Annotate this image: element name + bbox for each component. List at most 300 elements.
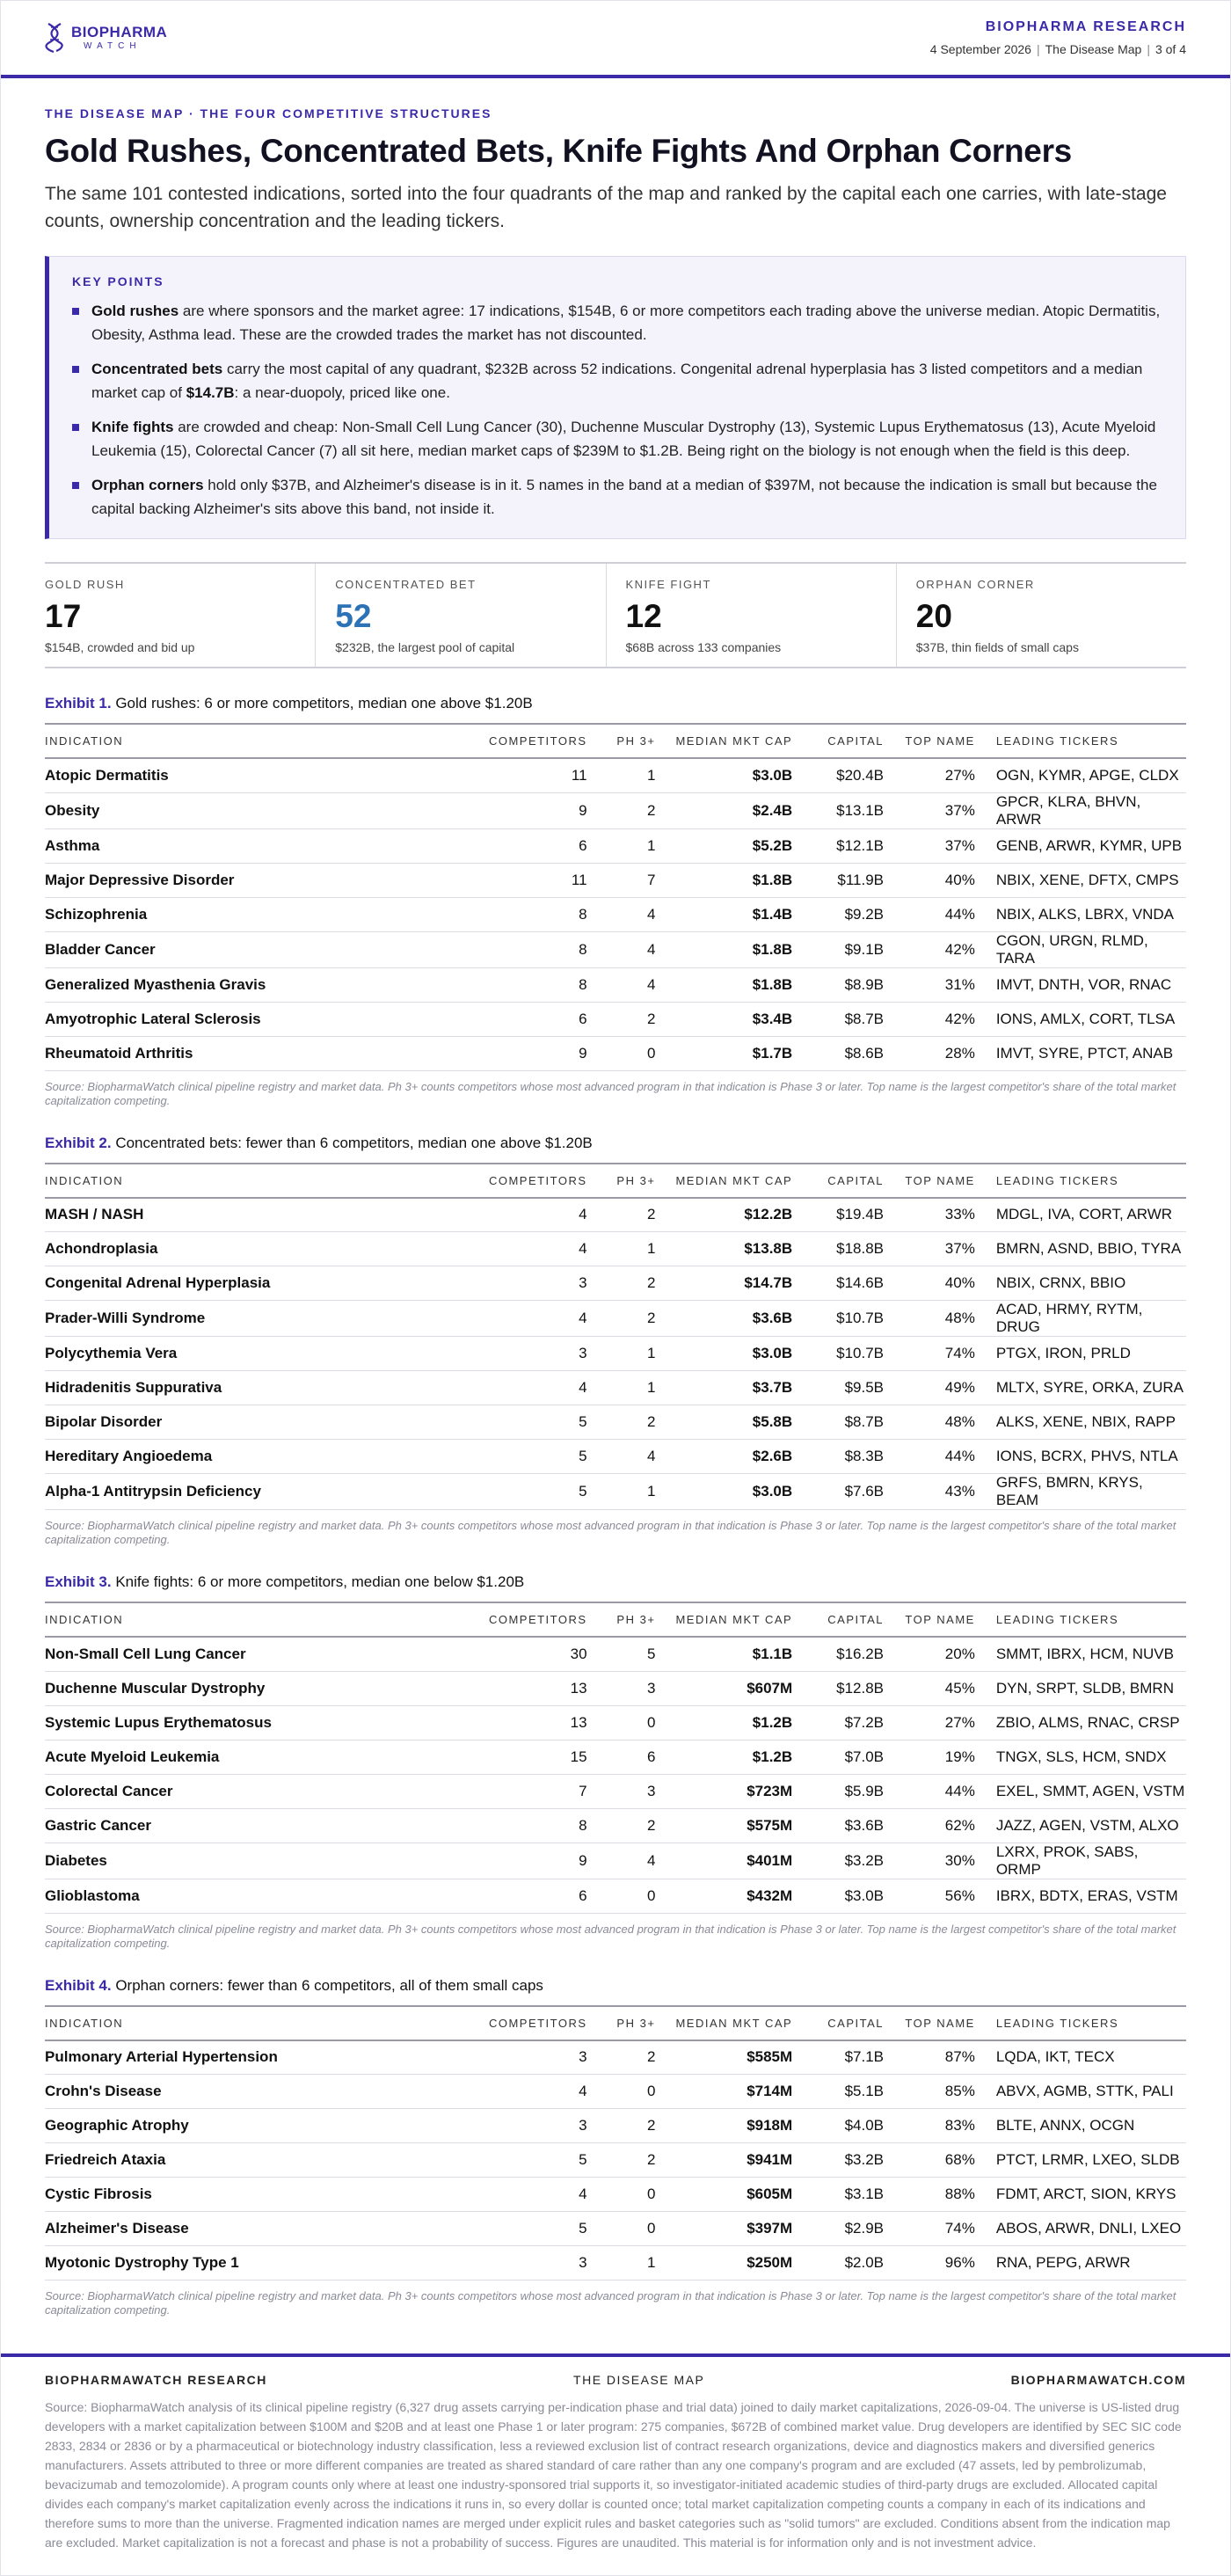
bullet-icon	[72, 424, 79, 431]
logo-name: BIOPHARMA	[71, 24, 168, 40]
median-mkt-cap: $1.1B	[655, 1637, 792, 1671]
footer-section: THE DISEASE MAP	[573, 2373, 705, 2387]
top-name-share: 27%	[884, 1705, 975, 1740]
col-top-name: TOP NAME	[884, 1602, 975, 1637]
leading-tickers: EXEL, SMMT, AGEN, VSTM	[975, 1774, 1186, 1808]
indication-name: Asthma	[45, 828, 467, 863]
leading-tickers: PTCT, LRMR, LXEO, SLDB	[975, 2143, 1186, 2178]
col-median-mkt-cap: MEDIAN MKT CAP	[655, 1164, 792, 1198]
exhibit-caption: Gold rushes: 6 or more competitors, median one above $1.20B	[115, 695, 533, 712]
table-row	[45, 1879, 1186, 1913]
exhibit-title	[45, 695, 1186, 712]
table-row	[45, 1036, 1186, 1070]
capital-value: $3.2B	[792, 2143, 884, 2178]
col-leading-tickers: LEADING TICKERS	[975, 1602, 1186, 1637]
capital-value: $8.9B	[792, 967, 884, 1002]
capital-value: $8.3B	[792, 1440, 884, 1474]
leading-tickers: TNGX, SLS, HCM, SNDX	[975, 1740, 1186, 1774]
capital-value: $3.1B	[792, 2178, 884, 2212]
median-mkt-cap: $2.6B	[655, 1440, 792, 1474]
indication-name: Prader-Willi Syndrome	[45, 1301, 467, 1337]
exhibit-title	[45, 1135, 1186, 1152]
median-mkt-cap: $12.2B	[655, 1198, 792, 1232]
median-mkt-cap: $1.2B	[655, 1705, 792, 1740]
masthead-meta: 4 September 2026 | The Disease Map | 3 of 4	[929, 42, 1186, 56]
capital-value: $3.0B	[792, 1879, 884, 1913]
key-point	[72, 299, 1162, 347]
table-row	[45, 1198, 1186, 1232]
median-mkt-cap: $2.4B	[655, 792, 792, 828]
indication-name: MASH / NASH	[45, 1198, 467, 1232]
indication-name: Pulmonary Arterial Hypertension	[45, 2040, 467, 2075]
leading-tickers: GRFS, BMRN, KRYS, BEAM	[975, 1474, 1186, 1510]
top-name-share: 83%	[884, 2109, 975, 2143]
leading-tickers: SMMT, IBRX, HCM, NUVB	[975, 1637, 1186, 1671]
indication-name: Atopic Dermatitis	[45, 758, 467, 792]
bullet-icon	[72, 308, 79, 315]
col-competitors: COMPETITORS	[467, 1164, 586, 1198]
capital-value: $16.2B	[792, 1637, 884, 1671]
table-row	[45, 2212, 1186, 2246]
table-row	[45, 1440, 1186, 1474]
footer-publisher: BIOPHARMAWATCH RESEARCH	[45, 2373, 267, 2387]
median-mkt-cap: $1.8B	[655, 967, 792, 1002]
median-mkt-cap: $1.4B	[655, 897, 792, 931]
top-name-share: 48%	[884, 1405, 975, 1440]
competitors-count: 4	[467, 2178, 586, 2212]
dna-logo-icon	[45, 22, 64, 54]
key-point	[72, 473, 1162, 521]
top-name-share: 19%	[884, 1740, 975, 1774]
top-name-share: 40%	[884, 1266, 975, 1301]
capital-value: $5.9B	[792, 1774, 884, 1808]
leading-tickers: LQDA, IKT, TECX	[975, 2040, 1186, 2075]
col-capital: CAPITAL	[792, 1602, 884, 1637]
leading-tickers: ZBIO, ALMS, RNAC, CRSP	[975, 1705, 1186, 1740]
col-median-mkt-cap: MEDIAN MKT CAP	[655, 2006, 792, 2040]
competitors-count: 4	[467, 1198, 586, 1232]
leading-tickers: OGN, KYMR, APGE, CLDX	[975, 758, 1186, 792]
stat-value: 52	[335, 598, 372, 634]
exhibit-2	[45, 1135, 1186, 1548]
median-mkt-cap: $605M	[655, 2178, 792, 2212]
competitors-count: 4	[467, 1371, 586, 1405]
competitors-count: 5	[467, 1405, 586, 1440]
top-name-share: 37%	[884, 792, 975, 828]
capital-value: $12.8B	[792, 1671, 884, 1705]
ph3-count: 2	[587, 1198, 656, 1232]
indication-name: Bipolar Disorder	[45, 1405, 467, 1440]
stat-cards	[45, 562, 1186, 668]
ph3-count: 1	[587, 758, 656, 792]
key-point-highlight: $14.7B	[186, 384, 235, 401]
exhibit-number: Exhibit 1.	[45, 695, 112, 712]
logo[interactable]	[45, 22, 167, 54]
median-mkt-cap: $607M	[655, 1671, 792, 1705]
ph3-count: 2	[587, 1808, 656, 1843]
leading-tickers: FDMT, ARCT, SION, KRYS	[975, 2178, 1186, 2212]
exhibit-table	[45, 2005, 1186, 2281]
top-name-share: 37%	[884, 1232, 975, 1266]
capital-value: $5.1B	[792, 2075, 884, 2109]
leading-tickers: ALKS, XENE, NBIX, RAPP	[975, 1405, 1186, 1440]
top-name-share: 96%	[884, 2246, 975, 2280]
col-median-mkt-cap: MEDIAN MKT CAP	[655, 1602, 792, 1637]
top-name-share: 74%	[884, 2212, 975, 2246]
key-point-lead: Gold rushes	[91, 303, 179, 319]
competitors-count: 8	[467, 931, 586, 967]
logo-sub: WATCH	[84, 41, 142, 51]
leading-tickers: MLTX, SYRE, ORKA, ZURA	[975, 1371, 1186, 1405]
col-top-name: TOP NAME	[884, 1164, 975, 1198]
ph3-count: 7	[587, 863, 656, 897]
leading-tickers: NBIX, CRNX, BBIO	[975, 1266, 1186, 1301]
col-leading-tickers: LEADING TICKERS	[975, 1164, 1186, 1198]
top-name-share: 40%	[884, 863, 975, 897]
competitors-count: 6	[467, 1002, 586, 1036]
competitors-count: 3	[467, 2109, 586, 2143]
median-mkt-cap: $941M	[655, 2143, 792, 2178]
indication-name: Cystic Fibrosis	[45, 2178, 467, 2212]
exhibit-caption: Knife fights: 6 or more competitors, median one below $1.20B	[115, 1573, 525, 1590]
top-name-share: 49%	[884, 1371, 975, 1405]
leading-tickers: BLTE, ANNX, OCGN	[975, 2109, 1186, 2143]
col-indication: INDICATION	[45, 1602, 467, 1637]
indication-name: Rheumatoid Arthritis	[45, 1036, 467, 1070]
indication-name: Myotonic Dystrophy Type 1	[45, 2246, 467, 2280]
top-name-share: 42%	[884, 1002, 975, 1036]
exhibit-number: Exhibit 2.	[45, 1134, 112, 1151]
competitors-count: 9	[467, 1843, 586, 1879]
leading-tickers: GPCR, KLRA, BHVN, ARWR	[975, 792, 1186, 828]
key-points-list	[72, 299, 1162, 521]
table-row	[45, 1301, 1186, 1337]
col-competitors: COMPETITORS	[467, 724, 586, 758]
source-note: Source: BiopharmaWatch clinical pipeline registry and market data. Ph 3+ counts competitors whose most advanced program in that indication is Phase 3 or later. Top name is the largest competitor's share of the total market capitalization competing.	[45, 1519, 1176, 1546]
competitors-count: 4	[467, 1301, 586, 1337]
leading-tickers: DYN, SRPT, SLDB, BMRN	[975, 1671, 1186, 1705]
col-capital: CAPITAL	[792, 724, 884, 758]
capital-value: $2.9B	[792, 2212, 884, 2246]
top-name-share: 87%	[884, 2040, 975, 2075]
top-name-share: 43%	[884, 1474, 975, 1510]
exhibit-title	[45, 1573, 1186, 1591]
ph3-count: 1	[587, 1232, 656, 1266]
issue-date: 4 September 2026	[929, 42, 1031, 56]
col-ph3: PH 3+	[587, 1602, 656, 1637]
indication-name: Achondroplasia	[45, 1232, 467, 1266]
leading-tickers: PTGX, IRON, PRLD	[975, 1337, 1186, 1371]
table-row	[45, 2109, 1186, 2143]
ph3-count: 2	[587, 2040, 656, 2075]
leading-tickers: RNA, PEPG, ARWR	[975, 2246, 1186, 2280]
top-name-share: 42%	[884, 931, 975, 967]
ph3-count: 2	[587, 1301, 656, 1337]
key-point-text: Knife fights are crowded and cheap: Non-Small Cell Lung Cancer (30), Duchenne Muscular Dystrophy (13), Systemic Lupus Erythematosus (13), Acute Myeloid Leukemia (15), Colorectal Cancer (7) all sit here, median market caps of $239M to $1.2B. Being right on the biology is not enough when the field is this deep.	[91, 419, 1156, 459]
competitors-count: 11	[467, 863, 586, 897]
key-point	[72, 415, 1162, 463]
indication-name: Colorectal Cancer	[45, 1774, 467, 1808]
table-header-row	[45, 1164, 1186, 1198]
indication-name: Glioblastoma	[45, 1879, 467, 1913]
leading-tickers: NBIX, ALKS, LBRX, VNDA	[975, 897, 1186, 931]
exhibit-number: Exhibit 4.	[45, 1976, 112, 1994]
ph3-count: 4	[587, 897, 656, 931]
ph3-count: 2	[587, 792, 656, 828]
ph3-count: 0	[587, 1036, 656, 1070]
capital-value: $7.0B	[792, 1740, 884, 1774]
stat-label: GOLD RUSH	[45, 578, 125, 591]
top-name-share: 27%	[884, 758, 975, 792]
table-row	[45, 792, 1186, 828]
leading-tickers: NBIX, XENE, DFTX, CMPS	[975, 863, 1186, 897]
top-name-share: 88%	[884, 2178, 975, 2212]
indication-name: Duchenne Muscular Dystrophy	[45, 1671, 467, 1705]
indication-name: Hereditary Angioedema	[45, 1440, 467, 1474]
page-title: Gold Rushes, Concentrated Bets, Knife Fights And Orphan Corners	[45, 133, 1072, 169]
leading-tickers: IONS, BCRX, PHVS, NTLA	[975, 1440, 1186, 1474]
competitors-count: 9	[467, 792, 586, 828]
median-mkt-cap: $5.2B	[655, 828, 792, 863]
col-ph3: PH 3+	[587, 1164, 656, 1198]
median-mkt-cap: $3.4B	[655, 1002, 792, 1036]
stat-card	[896, 564, 1186, 667]
ph3-count: 4	[587, 967, 656, 1002]
indication-name: Amyotrophic Lateral Sclerosis	[45, 1002, 467, 1036]
table-header-row	[45, 724, 1186, 758]
source-note: Source: BiopharmaWatch clinical pipeline registry and market data. Ph 3+ counts competitors whose most advanced program in that indication is Phase 3 or later. Top name is the largest competitor's share of the total market capitalization competing.	[45, 1922, 1176, 1950]
ph3-count: 4	[587, 1843, 656, 1879]
table-row	[45, 1637, 1186, 1671]
indication-name: Alzheimer's Disease	[45, 2212, 467, 2246]
key-point-text: Gold rushes are where sponsors and the market agree: 17 indications, $154B, 6 or more competitors each trading above the universe median. Atopic Dermatitis, Obesity, Asthma lead. These are the crowded trades the market has not discounted.	[91, 303, 1161, 343]
capital-value: $13.1B	[792, 792, 884, 828]
capital-value: $8.7B	[792, 1405, 884, 1440]
ph3-count: 0	[587, 2212, 656, 2246]
ph3-count: 0	[587, 1705, 656, 1740]
indication-name: Schizophrenia	[45, 897, 467, 931]
ph3-count: 3	[587, 1774, 656, 1808]
key-points-title: KEY POINTS	[72, 274, 164, 288]
indication-name: Acute Myeloid Leukemia	[45, 1740, 467, 1774]
median-mkt-cap: $918M	[655, 2109, 792, 2143]
exhibit-1	[45, 695, 1186, 1108]
leading-tickers: ABOS, ARWR, DNLI, LXEO	[975, 2212, 1186, 2246]
stat-value: 20	[915, 598, 952, 634]
stat-label: ORPHAN CORNER	[915, 578, 1035, 591]
key-point-text: Orphan corners hold only $37B, and Alzheimer's disease is in it. 5 names in the band at a median of $397M, not because the indication is small but because the capital backing Alzheimer's sits above this band, not inside it.	[91, 477, 1157, 517]
capital-value: $9.1B	[792, 931, 884, 967]
competitors-count: 3	[467, 1266, 586, 1301]
stat-card	[45, 564, 315, 667]
table-row	[45, 2075, 1186, 2109]
key-point-lead: Orphan corners	[91, 477, 204, 493]
main-content	[1, 106, 1230, 2317]
leading-tickers: IMVT, SYRE, PTCT, ANAB	[975, 1036, 1186, 1070]
table-row	[45, 1405, 1186, 1440]
ph3-count: 3	[587, 1671, 656, 1705]
col-indication: INDICATION	[45, 2006, 467, 2040]
ph3-count: 1	[587, 2246, 656, 2280]
masthead	[1, 1, 1230, 78]
indication-name: Non-Small Cell Lung Cancer	[45, 1637, 467, 1671]
capital-value: $7.1B	[792, 2040, 884, 2075]
table-row	[45, 1337, 1186, 1371]
competitors-count: 3	[467, 2040, 586, 2075]
ph3-count: 1	[587, 1337, 656, 1371]
stat-label: KNIFE FIGHT	[625, 578, 711, 591]
col-ph3: PH 3+	[587, 2006, 656, 2040]
table-row	[45, 897, 1186, 931]
leading-tickers: MDGL, IVA, CORT, ARWR	[975, 1198, 1186, 1232]
col-competitors: COMPETITORS	[467, 2006, 586, 2040]
capital-value: $18.8B	[792, 1232, 884, 1266]
leading-tickers: LXRX, PROK, SABS, ORMP	[975, 1843, 1186, 1879]
competitors-count: 8	[467, 967, 586, 1002]
col-ph3: PH 3+	[587, 724, 656, 758]
capital-value: $9.5B	[792, 1371, 884, 1405]
median-mkt-cap: $397M	[655, 2212, 792, 2246]
median-mkt-cap: $714M	[655, 2075, 792, 2109]
exhibit-table	[45, 723, 1186, 1071]
table-row	[45, 2178, 1186, 2212]
capital-value: $4.0B	[792, 2109, 884, 2143]
capital-value: $3.6B	[792, 1808, 884, 1843]
table-row	[45, 1266, 1186, 1301]
top-name-share: 37%	[884, 828, 975, 863]
indication-name: Major Depressive Disorder	[45, 863, 467, 897]
ph3-count: 1	[587, 1371, 656, 1405]
competitors-count: 8	[467, 1808, 586, 1843]
exhibit-number: Exhibit 3.	[45, 1573, 112, 1590]
competitors-count: 30	[467, 1637, 586, 1671]
top-name-share: 30%	[884, 1843, 975, 1879]
top-name-share: 44%	[884, 897, 975, 931]
capital-value: $3.2B	[792, 1843, 884, 1879]
competitors-count: 13	[467, 1705, 586, 1740]
ph3-count: 5	[587, 1637, 656, 1671]
median-mkt-cap: $1.7B	[655, 1036, 792, 1070]
page-number: 3 of 4	[1155, 42, 1186, 56]
leading-tickers: ABVX, AGMB, STTK, PALI	[975, 2075, 1186, 2109]
source-note: Source: BiopharmaWatch clinical pipeline registry and market data. Ph 3+ counts competitors whose most advanced program in that indication is Phase 3 or later. Top name is the largest competitor's share of the total market capitalization competing.	[45, 1079, 1176, 1107]
table-row	[45, 2143, 1186, 2178]
table-header-row	[45, 2006, 1186, 2040]
indication-name: Polycythemia Vera	[45, 1337, 467, 1371]
table-row	[45, 863, 1186, 897]
ph3-count: 0	[587, 2178, 656, 2212]
indication-name: Diabetes	[45, 1843, 467, 1879]
top-name-share: 62%	[884, 1808, 975, 1843]
median-mkt-cap: $401M	[655, 1843, 792, 1879]
bullet-icon	[72, 482, 79, 489]
indication-name: Bladder Cancer	[45, 931, 467, 967]
key-point-text: Concentrated bets carry the most capital of any quadrant, $232B across 52 indications. Congenital adrenal hyperplasia has 3 listed competitors and a median market cap of $14.7B: a near-duopoly, priced like one.	[91, 361, 1143, 401]
competitors-count: 3	[467, 2246, 586, 2280]
indication-name: Gastric Cancer	[45, 1808, 467, 1843]
capital-value: $8.7B	[792, 1002, 884, 1036]
stat-card	[606, 564, 896, 667]
table-row	[45, 1474, 1186, 1510]
median-mkt-cap: $250M	[655, 2246, 792, 2280]
section-name: The Disease Map	[1045, 42, 1142, 56]
top-name-share: 68%	[884, 2143, 975, 2178]
key-point	[72, 357, 1162, 405]
median-mkt-cap: $14.7B	[655, 1266, 792, 1301]
top-name-share: 74%	[884, 1337, 975, 1371]
median-mkt-cap: $5.8B	[655, 1405, 792, 1440]
ph3-count: 2	[587, 1405, 656, 1440]
leading-tickers: IONS, AMLX, CORT, TLSA	[975, 1002, 1186, 1036]
col-capital: CAPITAL	[792, 2006, 884, 2040]
indication-name: Systemic Lupus Erythematosus	[45, 1705, 467, 1740]
median-mkt-cap: $723M	[655, 1774, 792, 1808]
exhibit-table	[45, 1163, 1186, 1511]
capital-value: $12.1B	[792, 828, 884, 863]
footer-website-link[interactable]: BIOPHARMAWATCH.COM	[1010, 2373, 1186, 2387]
top-name-share: 31%	[884, 967, 975, 1002]
capital-value: $20.4B	[792, 758, 884, 792]
median-mkt-cap: $3.7B	[655, 1371, 792, 1405]
leading-tickers: CGON, URGN, RLMD, TARA	[975, 931, 1186, 967]
exhibit-caption: Concentrated bets: fewer than 6 competitors, median one above $1.20B	[115, 1134, 593, 1151]
leading-tickers: IBRX, BDTX, ERAS, VSTM	[975, 1879, 1186, 1913]
competitors-count: 15	[467, 1740, 586, 1774]
competitors-count: 6	[467, 828, 586, 863]
median-mkt-cap: $3.6B	[655, 1301, 792, 1337]
capital-value: $19.4B	[792, 1198, 884, 1232]
capital-value: $8.6B	[792, 1036, 884, 1070]
capital-value: $7.2B	[792, 1705, 884, 1740]
competitors-count: 3	[467, 1337, 586, 1371]
leading-tickers: GENB, ARWR, KYMR, UPB	[975, 828, 1186, 863]
lede: The same 101 contested indications, sorted into the four quadrants of the map and ranked by the capital each one carries, with late-stage counts, ownership concentration and the leading tickers.	[45, 184, 1167, 231]
capital-value: $9.2B	[792, 897, 884, 931]
indication-name: Congenital Adrenal Hyperplasia	[45, 1266, 467, 1301]
median-mkt-cap: $1.2B	[655, 1740, 792, 1774]
leading-tickers: IMVT, DNTH, VOR, RNAC	[975, 967, 1186, 1002]
exhibits	[45, 695, 1186, 2317]
competitors-count: 11	[467, 758, 586, 792]
leading-tickers: ACAD, HRMY, RYTM, DRUG	[975, 1301, 1186, 1337]
key-points-box	[45, 256, 1186, 539]
competitors-count: 13	[467, 1671, 586, 1705]
competitors-count: 4	[467, 2075, 586, 2109]
ph3-count: 2	[587, 1002, 656, 1036]
ph3-count: 1	[587, 1474, 656, 1510]
top-name-share: 28%	[884, 1036, 975, 1070]
median-mkt-cap: $1.8B	[655, 863, 792, 897]
indication-name: Obesity	[45, 792, 467, 828]
competitors-count: 6	[467, 1879, 586, 1913]
competitors-count: 9	[467, 1036, 586, 1070]
ph3-count: 4	[587, 931, 656, 967]
table-row	[45, 758, 1186, 792]
col-indication: INDICATION	[45, 724, 467, 758]
top-name-share: 44%	[884, 1440, 975, 1474]
competitors-count: 4	[467, 1232, 586, 1266]
stat-note: $232B, the largest pool of capital	[335, 640, 515, 654]
table-row	[45, 1371, 1186, 1405]
stat-note: $154B, crowded and bid up	[45, 640, 195, 654]
key-point-lead: Knife fights	[91, 419, 174, 435]
col-leading-tickers: LEADING TICKERS	[975, 724, 1186, 758]
stat-note: $68B across 133 companies	[625, 640, 782, 654]
capital-value: $10.7B	[792, 1337, 884, 1371]
capital-value: $14.6B	[792, 1266, 884, 1301]
stat-note: $37B, thin fields of small caps	[915, 640, 1079, 654]
col-indication: INDICATION	[45, 1164, 467, 1198]
